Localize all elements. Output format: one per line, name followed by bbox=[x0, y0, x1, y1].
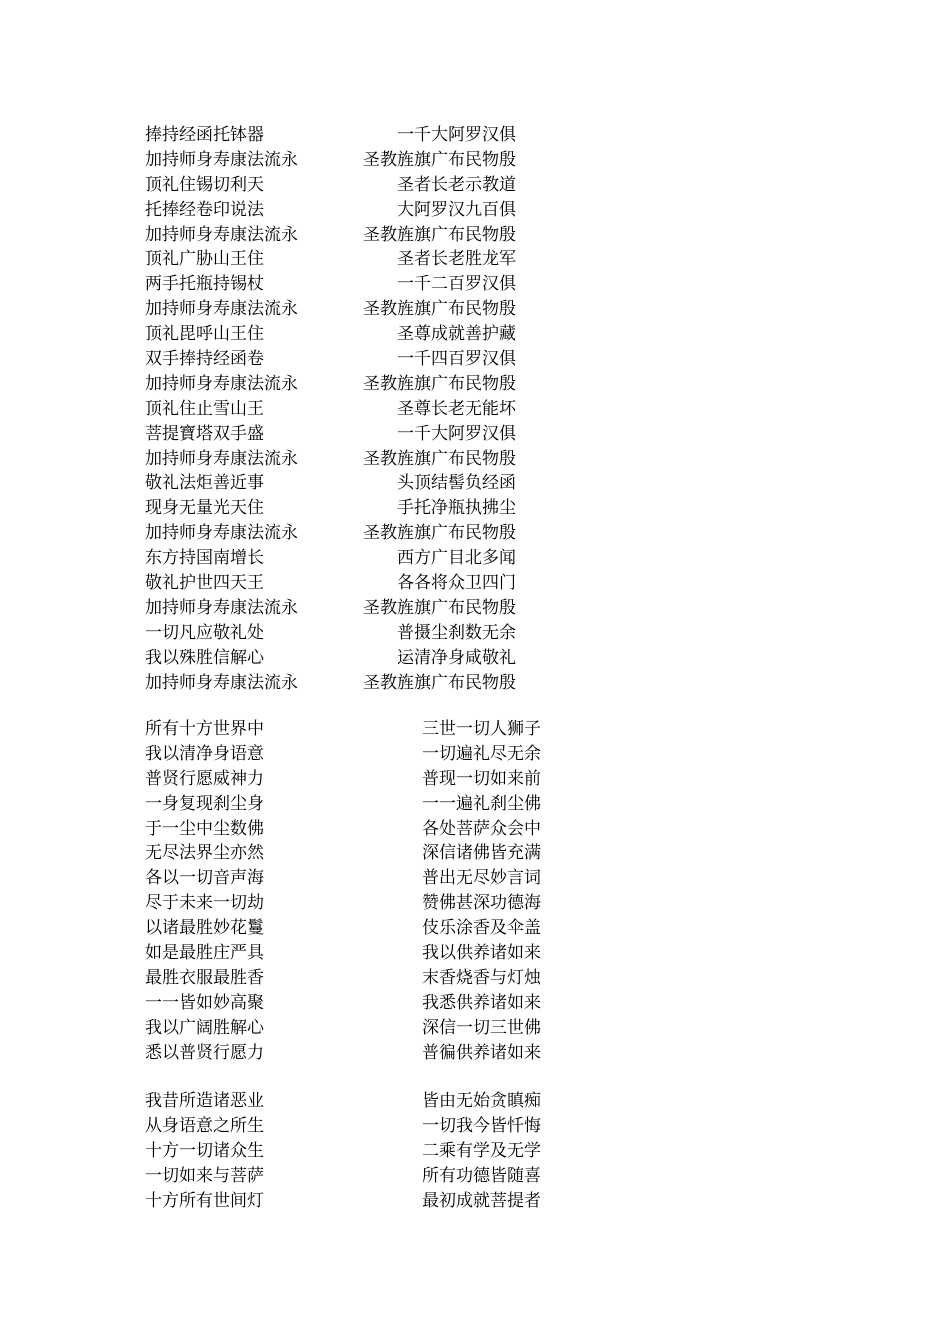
verse-right-half: 圣教旌旗广布民物殷 bbox=[363, 448, 516, 469]
verse-right-half: 普现一切如来前 bbox=[422, 768, 541, 789]
verse-right-half: 圣教旌旗广布民物殷 bbox=[363, 672, 516, 693]
verse-left-half: 我昔所造诸恶业 bbox=[145, 1091, 264, 1111]
verse-left-half: 加持师身寿康法流永 bbox=[145, 597, 298, 618]
verse-left-half: 十方所有世间灯 bbox=[145, 1190, 264, 1211]
verse-left-half: 一一皆如妙高聚 bbox=[145, 992, 264, 1013]
verse-left-half: 一切凡应敬礼处 bbox=[145, 622, 264, 643]
verse-right-half: 圣教旌旗广布民物殷 bbox=[363, 523, 516, 544]
verse-left-half: 尽于未来一切劫 bbox=[145, 893, 264, 914]
verse-right-half: 圣教旌旗广布民物殷 bbox=[363, 597, 516, 618]
verse-right-half: 末香烧香与灯烛 bbox=[422, 967, 541, 988]
verse-right-half: 所有功德皆随喜 bbox=[422, 1165, 541, 1186]
verse-left-half: 菩提寶塔双手盛 bbox=[145, 423, 264, 444]
verse-left-half: 加持师身寿康法流永 bbox=[145, 149, 298, 170]
verse-right-half: 大阿罗汉九百俱 bbox=[397, 199, 516, 220]
verse-right-half: 圣教旌旗广布民物殷 bbox=[363, 373, 516, 394]
verse-right-half: 圣教旌旗广布民物殷 bbox=[363, 149, 516, 170]
verse-right-half: 我悉供养诸如来 bbox=[422, 992, 541, 1013]
verse-right-half: 手托净瓶执拂尘 bbox=[397, 498, 516, 519]
verse-left-half: 普贤行愿威神力 bbox=[145, 768, 264, 789]
verse-left-half: 顶礼毘呼山王住 bbox=[145, 324, 264, 345]
verse-right-half: 圣尊长老无能坏 bbox=[397, 398, 516, 419]
verse-left-half: 各以一切音声海 bbox=[145, 868, 264, 889]
verse-right-half: 深信一切三世佛 bbox=[422, 1017, 541, 1038]
verse-right-half: 各处菩萨众会中 bbox=[422, 818, 541, 839]
verse-right-half: 圣教旌旗广布民物殷 bbox=[363, 224, 516, 245]
verse-right-half: 一切遍礼尽无余 bbox=[422, 743, 541, 764]
verse-right-half: 圣者长老胜龙军 bbox=[397, 249, 516, 270]
verse-left-half: 我以殊胜信解心 bbox=[145, 647, 264, 668]
verse-right-half: 我以供养诸如来 bbox=[422, 943, 541, 964]
verse-left-half: 加持师身寿康法流永 bbox=[145, 448, 298, 469]
verse-left-half: 顶礼住止雪山王 bbox=[145, 398, 264, 419]
verse-left-half: 加持师身寿康法流永 bbox=[145, 523, 298, 544]
verse-left-half: 无尽法界尘亦然 bbox=[145, 843, 264, 864]
verse-right-half: 伎乐涂香及伞盖 bbox=[422, 918, 541, 939]
verse-right-half: 一千大阿罗汉俱 bbox=[397, 423, 516, 444]
verse-right-half: 圣教旌旗广布民物殷 bbox=[363, 299, 516, 320]
verse-left-half: 如是最胜庄严具 bbox=[145, 943, 264, 964]
verse-left-half: 现身无量光天住 bbox=[145, 498, 264, 519]
verse-left-half: 一身复现刹尘身 bbox=[145, 793, 264, 814]
verse-right-half: 普出无尽妙言词 bbox=[422, 868, 541, 889]
verse-left-half: 从身语意之所生 bbox=[145, 1115, 264, 1136]
verse-right-half: 各各将众卫四门 bbox=[397, 573, 516, 594]
verse-right-half: 圣者长老示教道 bbox=[397, 174, 516, 195]
verse-left-half: 最胜衣服最胜香 bbox=[145, 967, 264, 988]
verse-left-half: 所有十方世界中 bbox=[145, 719, 264, 739]
verse-right-half: 一一遍礼刹尘佛 bbox=[422, 793, 541, 814]
verse-right-half: 皆由无始贪瞋痴 bbox=[422, 1091, 541, 1111]
verse-left-half: 悉以普贤行愿力 bbox=[145, 1042, 264, 1063]
verse-left-half: 东方持国南增长 bbox=[145, 548, 264, 569]
verse-left-half: 于一尘中尘数佛 bbox=[145, 818, 264, 839]
verse-left-half: 我以清净身语意 bbox=[145, 743, 264, 764]
verse-left-half: 敬礼法炬善近事 bbox=[145, 473, 264, 494]
verse-right-half: 普徧供养诸如来 bbox=[422, 1042, 541, 1063]
verse-left-half: 托捧经卷印说法 bbox=[145, 199, 264, 220]
verse-left-half: 顶礼广胁山王住 bbox=[145, 249, 264, 270]
verse-right-half: 一千二百罗汉俱 bbox=[397, 274, 516, 295]
verse-left-half: 以诸最胜妙花鬘 bbox=[145, 918, 264, 939]
verse-left-half: 敬礼护世四天王 bbox=[145, 573, 264, 594]
verse-right-half: 普摄尘刹数无余 bbox=[397, 622, 516, 643]
verse-left-half: 我以广阔胜解心 bbox=[145, 1017, 264, 1038]
verse-right-half: 一千大阿罗汉俱 bbox=[397, 125, 516, 145]
verse-left-half: 双手捧持经函卷 bbox=[145, 349, 264, 370]
verse-left-half: 顶礼住锡切利天 bbox=[145, 174, 264, 195]
verse-left-half: 十方一切诸众生 bbox=[145, 1140, 264, 1161]
verse-right-half: 三世一切人狮子 bbox=[422, 719, 541, 739]
verse-right-half: 运清净身咸敬礼 bbox=[397, 647, 516, 668]
verse-right-half: 一千四百罗汉俱 bbox=[397, 349, 516, 370]
verse-right-half: 一切我今皆忏悔 bbox=[422, 1115, 541, 1136]
verse-right-half: 圣尊成就善护藏 bbox=[397, 324, 516, 345]
verse-right-half: 二乘有学及无学 bbox=[422, 1140, 541, 1161]
verse-right-half: 西方广目北多闻 bbox=[397, 548, 516, 569]
verse-left-half: 一切如来与菩萨 bbox=[145, 1165, 264, 1186]
verse-left-half: 加持师身寿康法流永 bbox=[145, 299, 298, 320]
verse-left-half: 加持师身寿康法流永 bbox=[145, 672, 298, 693]
verse-left-half: 捧持经函托钵器 bbox=[145, 125, 264, 145]
verse-left-half: 加持师身寿康法流永 bbox=[145, 373, 298, 394]
verse-right-half: 赞佛甚深功德海 bbox=[422, 893, 541, 914]
verse-left-half: 加持师身寿康法流永 bbox=[145, 224, 298, 245]
verse-right-half: 最初成就菩提者 bbox=[422, 1190, 541, 1211]
verse-left-half: 两手托瓶持锡杖 bbox=[145, 274, 264, 295]
verse-right-half: 深信诸佛皆充满 bbox=[422, 843, 541, 864]
verse-right-half: 头顶结髻负经函 bbox=[397, 473, 516, 494]
